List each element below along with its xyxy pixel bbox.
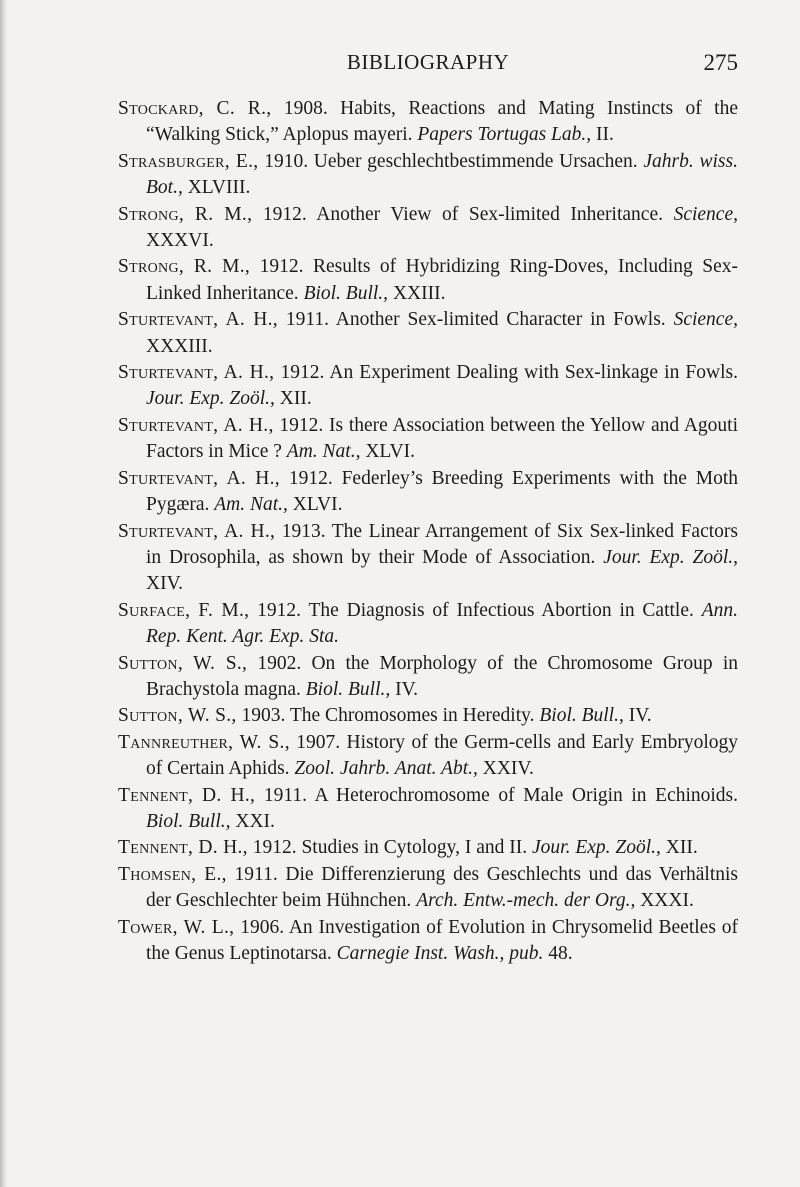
entry-author: Thomsen, E.,	[118, 863, 227, 885]
entry-journal: Jour. Exp. Zoöl.,	[532, 837, 661, 859]
entry-author: Tennent, D. H.,	[118, 837, 248, 859]
entry-journal: Papers Tortugas Lab.,	[417, 124, 592, 146]
entry-journal: Arch. Entw.-mech. der Org.,	[416, 890, 636, 912]
bibliography-entry	[118, 519, 738, 598]
entry-text: 1912. Results of Hybridizing Ring-Doves, Including Sex-Linked Inheritance.	[146, 256, 738, 304]
page-number: 275	[703, 50, 738, 75]
entry-author: Tennent, D. H.,	[118, 784, 256, 806]
bibliography-entry	[118, 149, 738, 202]
entry-journal: Biol. Bull.,	[539, 705, 624, 727]
entry-author: Sturtevant, A. H.,	[118, 414, 274, 436]
entry-volume: IV.	[623, 705, 652, 727]
entry-author: Strong, R. M.,	[118, 203, 253, 225]
entry-journal: Jahrb. wiss. Bot.,	[146, 150, 738, 199]
entry-volume: XIV.	[146, 573, 184, 595]
entry-journal: Zool. Jahrb. Anat. Abt.,	[294, 758, 478, 780]
entry-text: 1911. Die Differenzierung des Geschlechts und das Verhältnis der Geschlechter beim Hühnchen.	[146, 863, 738, 912]
bibliography-entry	[118, 862, 738, 915]
page-edge-shadow	[0, 0, 7, 1187]
entry-text: 1911. A Heterochromosome of Male Origin in Echinoids.	[255, 784, 739, 806]
entry-journal: Am. Nat.,	[214, 494, 288, 516]
bibliography-entry	[118, 360, 738, 413]
entry-journal: Carnegie Inst. Wash., pub.	[336, 943, 544, 964]
bibliography-entry	[118, 651, 738, 704]
page-header	[118, 50, 738, 80]
bibliography-entry	[118, 703, 738, 729]
entry-text: 1912. Another View of Sex-limited Inheritance.	[252, 203, 674, 225]
entry-author: Sturtevant, A. H.,	[118, 467, 280, 489]
entry-journal: Biol. Bull.,	[303, 282, 389, 304]
bibliography-entry	[118, 915, 738, 968]
bibliography-list	[118, 96, 738, 967]
entry-volume: XLVI.	[360, 441, 415, 463]
entry-text: 1906. An Investigation of Evolution in Chrysomelid Beetles of the Genus Leptinotarsa.	[146, 916, 738, 964]
entry-author: Sturtevant, A. H.,	[118, 309, 278, 331]
entry-volume: XXIV.	[477, 758, 534, 780]
entry-volume: II.	[591, 124, 614, 146]
entry-volume: XXXIII.	[146, 335, 213, 357]
entry-text: 1911. Another Sex-limited Character in Fowls.	[277, 309, 674, 331]
entry-volume: XLVIII.	[182, 177, 251, 199]
entry-volume: XXIII.	[388, 282, 446, 304]
entry-author: Tannreuther, W. S.,	[118, 731, 290, 753]
bibliography-entry	[118, 835, 738, 861]
entry-author: Sutton, W. S.,	[118, 705, 237, 727]
entry-volume: IV.	[390, 678, 419, 700]
bibliography-entry	[118, 413, 738, 466]
entry-volume: XXXI.	[635, 890, 694, 912]
entry-journal: Science,	[673, 203, 738, 225]
bibliography-entry	[118, 96, 738, 149]
entry-volume: 48.	[543, 943, 573, 964]
entry-journal: Am. Nat.,	[286, 441, 361, 463]
bibliography-entry	[118, 783, 738, 836]
entry-volume: XII.	[274, 388, 312, 410]
entry-journal: Science,	[673, 309, 738, 331]
entry-journal: Biol. Bull.,	[305, 678, 391, 700]
entry-text: 1912. Studies in Cytology, I and II.	[247, 837, 532, 859]
entry-text: 1912. An Experiment Dealing with Sex-linkage in Fowls.	[274, 362, 738, 384]
entry-text: 1910. Ueber geschlechtbestimmende Ursachen.	[258, 150, 644, 172]
entry-text: 1913. The Linear Arrangement of Six Sex-linked Factors in Drosophila, as shown by their Mode of Association.	[146, 520, 738, 568]
entry-author: Sturtevant, A. H.,	[118, 520, 276, 542]
entry-text: 1912. Federley’s Breeding Experiments with the Moth Pygæra.	[146, 467, 738, 516]
entry-volume: XXI.	[230, 810, 275, 832]
entry-text: 1902. On the Morphology of the Chromosome Group in Brachystola magna.	[146, 652, 738, 700]
bibliography-entry	[118, 466, 738, 519]
entry-text: 1903. The Chromosomes in Heredity.	[236, 705, 540, 727]
entry-author: Stockard, C. R.,	[118, 98, 272, 119]
entry-volume: XII.	[660, 837, 698, 859]
entry-volume: XXXVI.	[146, 230, 214, 252]
entry-author: Sturtevant, A. H.,	[118, 362, 275, 384]
entry-text: 1907. History of the Germ-cells and Early Embryology of Certain Aphids.	[146, 731, 738, 780]
bibliography-entry	[118, 202, 738, 255]
entry-journal: Jour. Exp. Zoöl.,	[146, 388, 275, 410]
bibliography-entry	[118, 598, 738, 651]
running-head: BIBLIOGRAPHY	[346, 50, 510, 74]
entry-volume: XLVI.	[287, 494, 343, 516]
entry-journal: Jour. Exp. Zoöl.,	[603, 546, 738, 568]
entry-author: Strong, R. M.,	[118, 256, 251, 278]
bibliography-entry	[118, 254, 738, 307]
entry-author: Tower, W. L.,	[118, 916, 235, 938]
entry-journal: Ann. Rep. Kent. Agr. Exp. Sta.	[146, 599, 738, 648]
entry-text: 1912. Is there Association between the Yellow and Agouti Factors in Mice ?	[146, 414, 738, 463]
bibliography-entry	[118, 307, 738, 360]
entry-author: Surface, F. M.,	[118, 599, 250, 621]
entry-text: 1908. Habits, Reactions and Mating Instincts of the “Walking Stick,” Aplopus mayeri.	[146, 98, 738, 146]
entry-author: Strasburger, E.,	[118, 150, 259, 172]
entry-author: Sutton, W. S.,	[118, 652, 248, 674]
bibliography-entry	[118, 730, 738, 783]
entry-journal: Biol. Bull.,	[146, 810, 231, 832]
entry-text: 1912. The Diagnosis of Infectious Abortion in Cattle.	[249, 599, 702, 621]
